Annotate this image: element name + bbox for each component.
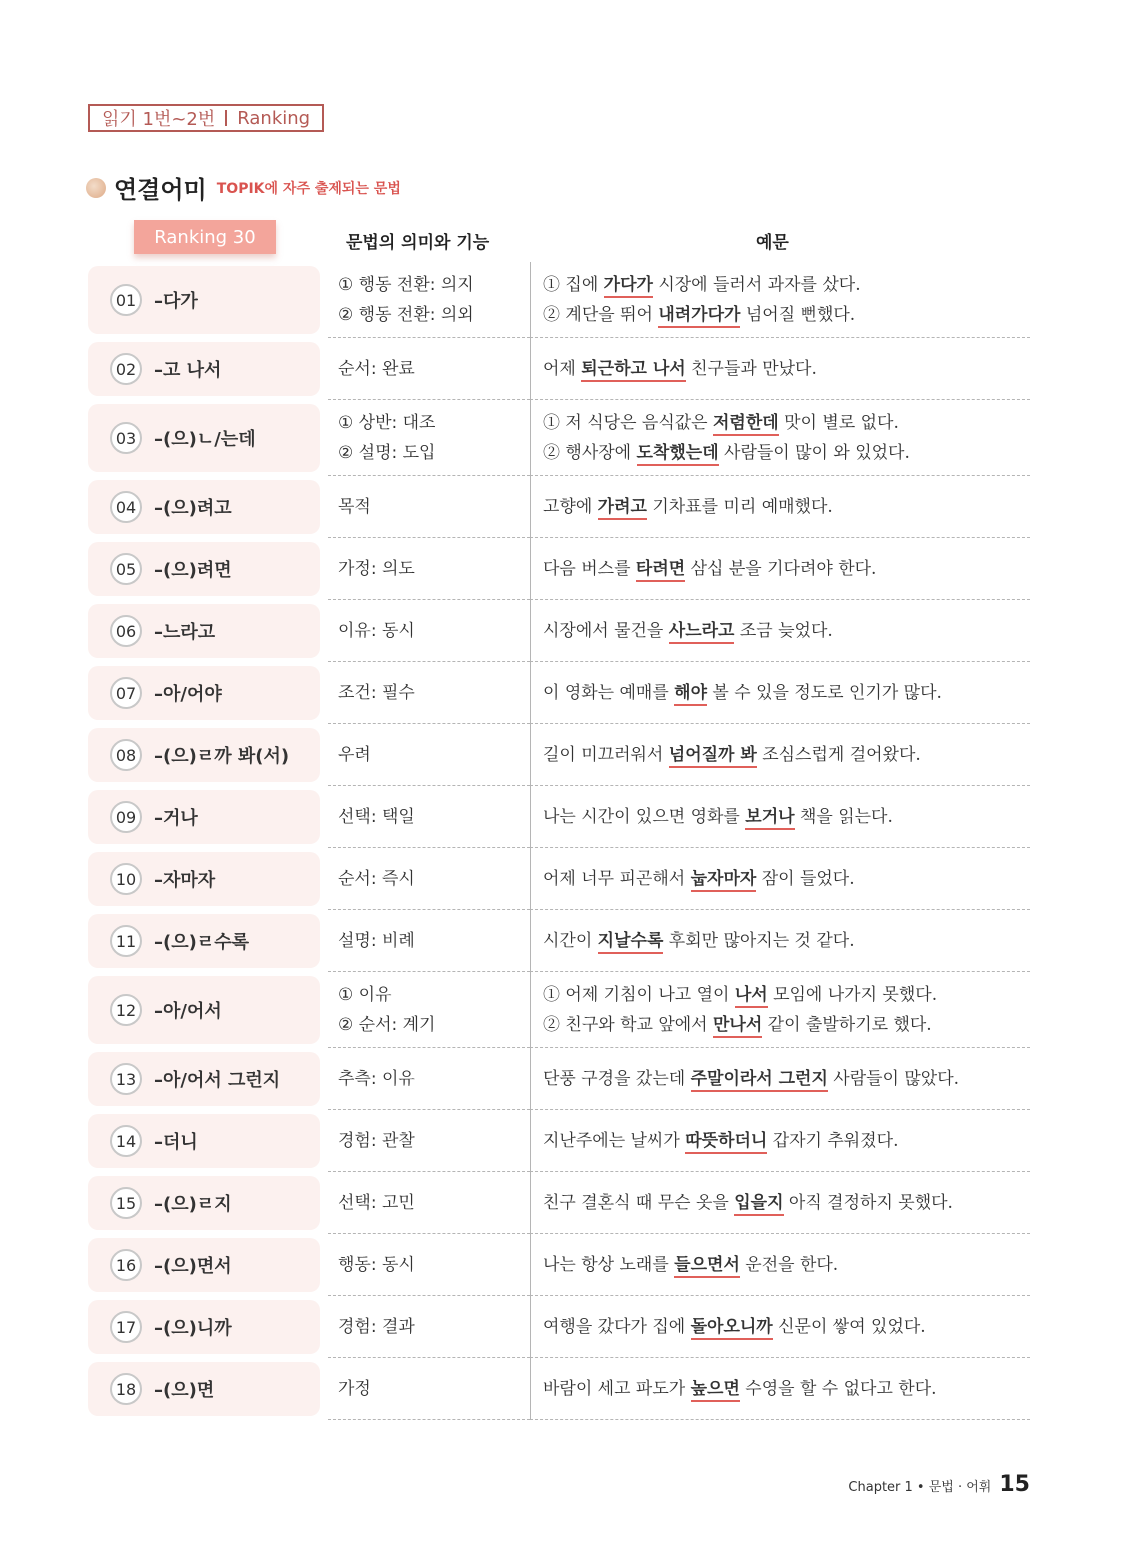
example-highlight: 돌아오니까	[691, 1317, 773, 1340]
meaning-cell	[328, 1172, 530, 1234]
meaning-line: 순서: 완료	[338, 358, 415, 379]
example-text: 다음 버스를	[543, 558, 636, 579]
grammar-table	[88, 262, 1030, 1420]
example-sentence	[543, 1312, 1030, 1342]
example-sentence	[543, 1188, 1030, 1218]
example-text: 모임에 나가지 못했다.	[767, 984, 938, 1005]
example-text: 길이 미끄러워서	[543, 744, 669, 765]
table-row	[88, 1358, 1030, 1420]
meaning-line: 가정: 의도	[338, 558, 415, 579]
grammar-cell	[88, 1114, 320, 1168]
example-text: 후회만 많아지는 것 같다.	[663, 930, 855, 951]
table-row	[88, 1172, 1030, 1234]
grammar-cell	[88, 342, 320, 396]
meaning-line: 경험: 결과	[338, 1316, 415, 1337]
example-text: 친구들과 만났다.	[685, 358, 817, 379]
example-cell	[530, 848, 1030, 910]
meaning-line: ② 설명: 도입	[338, 442, 436, 463]
example-highlight: 넘어질까 봐	[669, 745, 757, 768]
grammar-form: –다가	[154, 291, 198, 312]
rank-number: 02	[110, 353, 142, 385]
example-cell	[530, 1296, 1030, 1358]
grammar-cell	[88, 914, 320, 968]
meaning-cell	[328, 724, 530, 786]
grammar-cell	[88, 728, 320, 782]
example-text: 친구 결혼식 때 무슨 옷을	[543, 1192, 735, 1213]
example-text: 어제	[543, 358, 582, 379]
example-text: 지난주에는 날씨가	[543, 1130, 686, 1151]
example-highlight: 가다가	[604, 275, 653, 298]
example-text: ① 저 식당은 음식값은	[543, 412, 713, 433]
example-text: 여행을 갔다가 집에	[543, 1316, 691, 1337]
example-cell	[530, 1172, 1030, 1234]
grammar-form: –더니	[154, 1132, 198, 1153]
grammar-form: –고 나서	[154, 360, 222, 381]
example-cell	[530, 476, 1030, 538]
example-text: 잠이 들었다.	[756, 868, 855, 889]
example-highlight: 지날수록	[598, 931, 664, 954]
example-text: 나는 시간이 있으면 영화를	[543, 806, 746, 827]
rank-number: 16	[110, 1249, 142, 1281]
meaning-line: 우려	[338, 744, 371, 765]
grammar-cell	[88, 266, 320, 334]
example-sentence	[543, 554, 1030, 584]
example-text: 볼 수 있을 정도로 인기가 많다.	[707, 682, 942, 703]
meaning-cell	[328, 1296, 530, 1358]
example-cell	[530, 724, 1030, 786]
example-text: 같이 출발하기로 했다.	[762, 1014, 932, 1035]
meaning-line: ① 이유	[338, 984, 392, 1005]
example-sentence	[543, 300, 1030, 330]
example-highlight: 내려가다가	[658, 305, 740, 328]
example-highlight: 눕자마자	[691, 869, 757, 892]
meaning-cell	[328, 1358, 530, 1420]
grammar-form: –아/어서	[154, 1001, 222, 1022]
example-text: 맛이 별로 없다.	[778, 412, 899, 433]
example-highlight: 입을지	[734, 1193, 783, 1216]
meaning-line: 설명: 비례	[338, 930, 415, 951]
grammar-cell	[88, 480, 320, 534]
table-row	[88, 476, 1030, 538]
column-header-meaning: 문법의 의미와 기능	[346, 233, 490, 253]
rank-number: 18	[110, 1373, 142, 1405]
example-highlight: 들으면서	[674, 1255, 740, 1278]
grammar-form: –(으)려고	[154, 498, 232, 519]
example-sentence	[543, 1126, 1030, 1156]
grammar-form: –자마자	[154, 870, 216, 891]
rank-number: 01	[110, 284, 142, 316]
table-row	[88, 786, 1030, 848]
example-sentence	[543, 1374, 1030, 1404]
meaning-line: 조건: 필수	[338, 682, 415, 703]
example-text: 운전을 한다.	[739, 1254, 839, 1275]
table-row	[88, 972, 1030, 1048]
grammar-form: –(으)ㄹ까 봐(서)	[154, 746, 290, 767]
example-text: 사람들이 많았다.	[827, 1068, 960, 1089]
example-highlight: 만나서	[713, 1015, 762, 1038]
table-row	[88, 600, 1030, 662]
meaning-cell	[328, 662, 530, 724]
grammar-cell	[88, 1300, 320, 1354]
example-cell	[530, 262, 1030, 338]
meaning-cell	[328, 1234, 530, 1296]
grammar-cell	[88, 604, 320, 658]
chapter-label: Chapter 1 • 문법 · 어휘	[848, 1480, 992, 1495]
meaning-line: ① 행동 전환: 의지	[338, 274, 474, 295]
grammar-form: –(으)니까	[154, 1318, 232, 1339]
meaning-line: ② 행동 전환: 의외	[338, 304, 474, 325]
bullet-dot-icon	[86, 178, 106, 198]
section-heading	[86, 170, 401, 205]
table-row	[88, 338, 1030, 400]
example-cell	[530, 1234, 1030, 1296]
table-row	[88, 910, 1030, 972]
example-text: 시간이	[543, 930, 598, 951]
meaning-line: ① 상반: 대조	[338, 412, 436, 433]
meaning-line: 가정	[338, 1378, 371, 1399]
example-cell	[530, 786, 1030, 848]
grammar-cell	[88, 666, 320, 720]
example-text: ① 어제 기침이 나고 열이	[543, 984, 735, 1005]
example-text: 단풍 구경을 갔는데	[543, 1068, 691, 1089]
rank-number: 11	[110, 925, 142, 957]
example-text: 삼십 분을 기다려야 한다.	[685, 558, 877, 579]
table-row	[88, 1110, 1030, 1172]
meaning-cell	[328, 400, 530, 476]
example-highlight: 따뜻하더니	[685, 1131, 767, 1154]
grammar-form: –아/어야	[154, 684, 222, 705]
example-highlight: 해야	[674, 683, 707, 706]
grammar-form: –(으)면서	[154, 1256, 232, 1277]
meaning-line: 행동: 동시	[338, 1254, 415, 1275]
rank-number: 10	[110, 863, 142, 895]
grammar-cell	[88, 1362, 320, 1416]
rank-number: 05	[110, 553, 142, 585]
grammar-cell	[88, 976, 320, 1044]
example-sentence	[543, 1250, 1030, 1280]
page-subtitle: TOPIK에 자주 출제되는 문법	[216, 180, 401, 197]
example-highlight: 높으면	[691, 1379, 740, 1402]
example-text: ① 집에	[543, 274, 604, 295]
example-text: 수영을 할 수 없다고 한다.	[739, 1378, 937, 1399]
rank-number: 03	[110, 422, 142, 454]
example-text: 조금 늦었다.	[734, 620, 833, 641]
table-row	[88, 724, 1030, 786]
example-highlight: 주말이라서 그런지	[691, 1069, 828, 1092]
example-cell	[530, 400, 1030, 476]
meaning-cell	[328, 910, 530, 972]
example-text: 나는 항상 노래를	[543, 1254, 675, 1275]
page-title: 연결어미	[114, 176, 207, 204]
grammar-form: –(으)려면	[154, 560, 232, 581]
meaning-line: 선택: 고민	[338, 1192, 415, 1213]
grammar-form: –거나	[154, 808, 198, 829]
example-text: 신문이 쌓여 있었다.	[772, 1316, 926, 1337]
example-highlight: 가려고	[598, 497, 647, 520]
example-cell	[530, 1358, 1030, 1420]
table-row	[88, 1048, 1030, 1110]
meaning-cell	[328, 262, 530, 338]
meaning-line: 순서: 즉시	[338, 868, 415, 889]
example-highlight: 타려면	[636, 559, 685, 582]
example-cell	[530, 662, 1030, 724]
section-tag-label: 읽기 1번~2번	[102, 109, 216, 130]
grammar-form: –느라고	[154, 622, 216, 643]
example-text: 어제 너무 피곤해서	[543, 868, 691, 889]
example-highlight: 퇴근하고 나서	[581, 359, 685, 382]
rank-number: 08	[110, 739, 142, 771]
rank-number: 07	[110, 677, 142, 709]
example-text: ② 행사장에	[543, 442, 637, 463]
example-sentence	[543, 740, 1030, 770]
example-sentence	[543, 864, 1030, 894]
example-sentence	[543, 408, 1030, 438]
example-sentence	[543, 1010, 1030, 1040]
example-sentence	[543, 802, 1030, 832]
example-sentence	[543, 616, 1030, 646]
meaning-line: 목적	[338, 496, 371, 517]
column-header-example: 예문	[756, 233, 789, 253]
rank-number: 04	[110, 491, 142, 523]
meaning-cell	[328, 1110, 530, 1172]
example-sentence	[543, 926, 1030, 956]
example-highlight: 보거나	[745, 807, 794, 830]
table-row	[88, 848, 1030, 910]
example-cell	[530, 1110, 1030, 1172]
grammar-form: –(으)면	[154, 1380, 215, 1401]
rank-number: 17	[110, 1311, 142, 1343]
example-cell	[530, 910, 1030, 972]
grammar-cell	[88, 790, 320, 844]
rank-number: 13	[110, 1063, 142, 1095]
grammar-form: –(으)ㄹ수록	[154, 932, 250, 953]
example-sentence	[543, 438, 1030, 468]
example-sentence	[543, 354, 1030, 384]
example-sentence	[543, 678, 1030, 708]
rank-number: 15	[110, 1187, 142, 1219]
meaning-cell	[328, 338, 530, 400]
meaning-cell	[328, 600, 530, 662]
example-highlight: 저렴한데	[713, 413, 779, 436]
table-row	[88, 1296, 1030, 1358]
example-highlight: 도착했는데	[637, 443, 719, 466]
rank-number: 12	[110, 994, 142, 1026]
example-text: 조심스럽게 걸어왔다.	[756, 744, 921, 765]
example-text: 넘어질 뻔했다.	[740, 304, 856, 325]
example-highlight: 사느라고	[669, 621, 735, 644]
example-cell	[530, 972, 1030, 1048]
example-text: 기차표를 미리 예매했다.	[646, 496, 833, 517]
example-sentence	[543, 492, 1030, 522]
example-text: 바람이 세고 파도가	[543, 1378, 691, 1399]
example-highlight: 나서	[735, 985, 768, 1008]
grammar-cell	[88, 852, 320, 906]
grammar-cell	[88, 542, 320, 596]
meaning-line: 선택: 택일	[338, 806, 415, 827]
example-cell	[530, 600, 1030, 662]
page-number: 15	[999, 1472, 1030, 1497]
meaning-cell	[328, 1048, 530, 1110]
example-text: ② 친구와 학교 앞에서	[543, 1014, 713, 1035]
rank-number: 14	[110, 1125, 142, 1157]
example-text: 책을 읽는다.	[794, 806, 893, 827]
table-row	[88, 262, 1030, 338]
example-sentence	[543, 980, 1030, 1010]
section-tag	[88, 104, 324, 132]
grammar-cell	[88, 1176, 320, 1230]
table-row	[88, 662, 1030, 724]
example-text: ② 계단을 뛰어	[543, 304, 659, 325]
meaning-cell	[328, 538, 530, 600]
grammar-form: –(으)ㄴ/는데	[154, 429, 256, 450]
example-text: 사람들이 많이 와 있었다.	[718, 442, 910, 463]
table-row	[88, 1234, 1030, 1296]
grammar-cell	[88, 404, 320, 472]
example-text: 이 영화는 예매를	[543, 682, 675, 703]
table-row	[88, 538, 1030, 600]
meaning-line: 추측: 이유	[338, 1068, 415, 1089]
section-tag-ranking: Ranking	[237, 107, 311, 129]
example-cell	[530, 538, 1030, 600]
example-text: 고향에	[543, 496, 598, 517]
example-text: 아직 결정하지 못했다.	[783, 1192, 953, 1213]
grammar-form: –아/어서 그런지	[154, 1070, 281, 1091]
section-tag-divider	[225, 110, 227, 126]
meaning-line: 이유: 동시	[338, 620, 415, 641]
meaning-line: 경험: 관찰	[338, 1130, 415, 1151]
example-text: 시장에 들러서 과자를 샀다.	[652, 274, 861, 295]
meaning-cell	[328, 972, 530, 1048]
rank-number: 09	[110, 801, 142, 833]
example-cell	[530, 1048, 1030, 1110]
meaning-cell	[328, 848, 530, 910]
meaning-cell	[328, 476, 530, 538]
example-text: 갑자기 추워졌다.	[767, 1130, 899, 1151]
example-text: 시장에서 물건을	[543, 620, 669, 641]
ranking-tab: Ranking 30	[134, 220, 276, 254]
grammar-cell	[88, 1238, 320, 1292]
rank-number: 06	[110, 615, 142, 647]
grammar-form: –(으)ㄹ지	[154, 1194, 232, 1215]
meaning-line: ② 순서: 계기	[338, 1014, 436, 1035]
example-sentence	[543, 270, 1030, 300]
grammar-cell	[88, 1052, 320, 1106]
page-footer	[848, 1472, 1030, 1497]
table-row	[88, 400, 1030, 476]
example-sentence	[543, 1064, 1030, 1094]
example-cell	[530, 338, 1030, 400]
meaning-cell	[328, 786, 530, 848]
